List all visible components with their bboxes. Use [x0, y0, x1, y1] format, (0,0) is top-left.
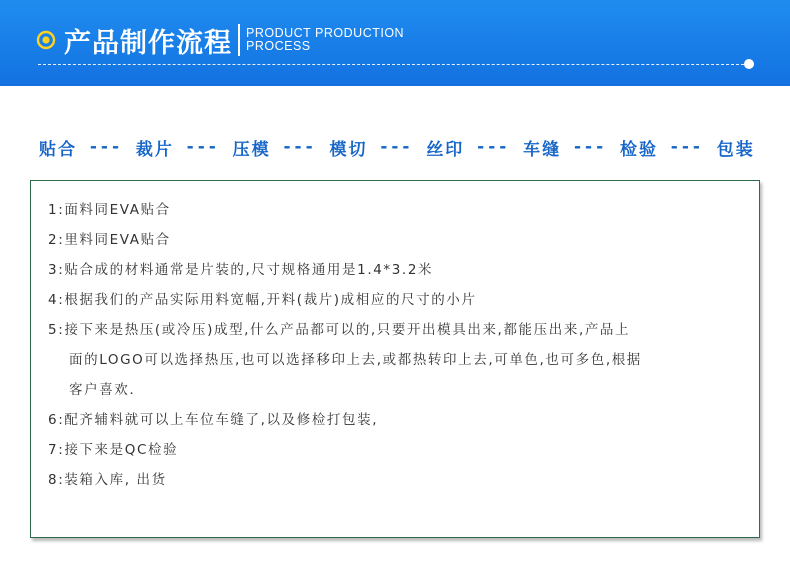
step-text-line: 7:接下来是QC检验 — [48, 442, 179, 458]
step-text-line: 5:接下来是热压(或冷压)成型,什么产品都可以的,只要开出模具出来,都能压出来,产品上 — [48, 322, 631, 338]
process-separator: --- — [380, 137, 414, 157]
steps-list — [48, 195, 759, 495]
divider-end-dot — [744, 59, 754, 69]
step-item — [48, 405, 759, 435]
process-step: 贴合 — [39, 139, 77, 160]
step-item — [48, 225, 759, 255]
process-step: 裁片 — [135, 139, 174, 160]
target-circle-icon — [36, 30, 56, 50]
process-step: 压模 — [232, 139, 271, 160]
step-text-line: 2:里料同EVA贴合 — [48, 232, 171, 248]
step-item — [48, 285, 759, 315]
step-text-line: 面的LOGO可以选择热压,也可以选择移印上去,或都热转印上去,可单色,也可多色,根据 — [69, 352, 642, 368]
process-separator: --- — [283, 137, 317, 157]
process-separator: --- — [477, 137, 511, 157]
header-title-row — [36, 20, 404, 60]
title-divider — [238, 24, 240, 56]
step-text-line: 客户喜欢. — [69, 382, 136, 398]
subtitle-line-2: PROCESS — [246, 39, 311, 53]
step-item — [48, 465, 759, 495]
step-text-line: 6:配齐辅料就可以上车位车缝了,以及修检打包装, — [48, 412, 379, 428]
step-text-line: 8:装箱入库, 出货 — [48, 472, 167, 488]
process-step: 模切 — [329, 139, 368, 160]
process-step: 包装 — [716, 139, 755, 160]
process-separator: --- — [89, 137, 123, 157]
process-separator: --- — [670, 137, 704, 157]
process-flow — [39, 134, 755, 160]
page-title: 产品制作流程 — [64, 27, 232, 59]
process-separator: --- — [186, 137, 220, 157]
process-separator: --- — [573, 137, 608, 157]
steps-box — [30, 180, 760, 538]
dashed-divider — [38, 64, 744, 65]
header-banner — [0, 0, 790, 86]
step-item — [48, 435, 759, 465]
step-item — [48, 195, 759, 225]
process-step: 丝印 — [426, 139, 465, 160]
step-item — [48, 255, 759, 285]
process-step: 车缝 — [523, 139, 562, 160]
step-text-line: 3:贴合成的材料通常是片装的,尺寸规格通用是1.4*3.2米 — [48, 262, 434, 278]
step-item — [48, 315, 759, 405]
step-text-line: 1:面料同EVA贴合 — [48, 202, 171, 218]
subtitle-line-1: PRODUCT PRODUCTION — [246, 26, 405, 40]
page-subtitle — [246, 27, 404, 53]
process-step: 检验 — [619, 139, 658, 160]
step-text-line: 4:根据我们的产品实际用料宽幅,开料(裁片)成相应的尺寸的小片 — [48, 292, 477, 308]
